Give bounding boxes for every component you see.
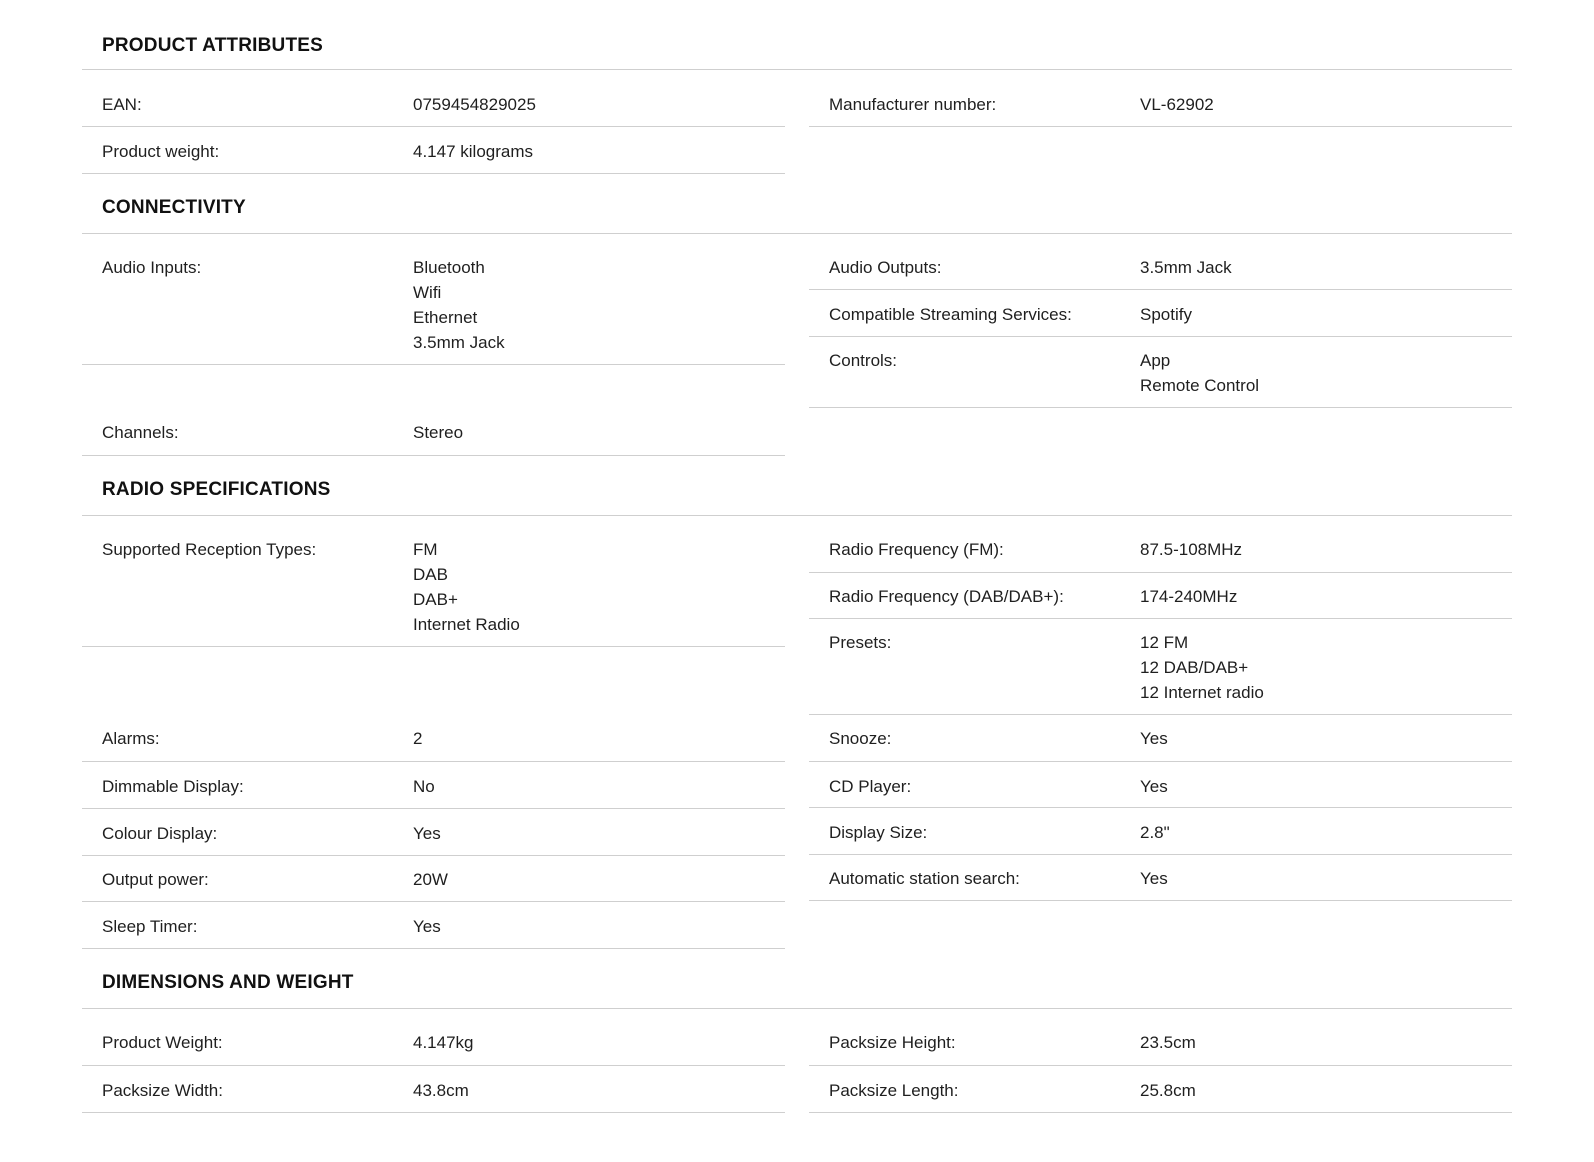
spec-label: Packsize Length: [829, 1081, 959, 1100]
section-heading-dimensions-and-weight [82, 949, 1512, 1009]
spec-label: Audio Inputs: [102, 258, 202, 277]
right-column [809, 1009, 1512, 1113]
spec-value: 174-240MHz [1140, 587, 1238, 606]
spec-value: Yes [413, 824, 441, 843]
spec-row-packsize-length [809, 1066, 1512, 1113]
spec-row-dimmable-display [82, 762, 785, 809]
spec-row-colour-display [82, 809, 785, 856]
spec-value: VL-62902 [1140, 95, 1214, 114]
section-heading-radio-specifications [82, 456, 1512, 516]
spec-row-product-weight-kg [82, 1009, 785, 1066]
spec-value: Spotify [1140, 305, 1192, 324]
spec-label: Output power: [102, 870, 209, 889]
spec-row-streaming-services [809, 290, 1512, 337]
spec-sheet [82, 0, 1512, 1113]
spec-value: FM DAB DAB+ Internet Radio [413, 540, 520, 634]
spec-value: App Remote Control [1140, 351, 1260, 395]
spec-value: Yes [413, 917, 441, 936]
right-column [809, 70, 1512, 174]
spec-row-reception-types [82, 516, 785, 647]
spec-label: Compatible Streaming Services: [829, 305, 1072, 324]
right-column [809, 234, 1512, 456]
spec-row-audio-inputs [82, 234, 785, 365]
section-title: RADIO SPECIFICATIONS [102, 479, 331, 500]
spec-value: Stereo [413, 423, 464, 442]
spec-value: 25.8cm [1140, 1081, 1196, 1100]
spec-value: 12 FM 12 DAB/DAB+ 12 Internet radio [1140, 633, 1264, 702]
section-title: PRODUCT ATTRIBUTES [102, 35, 324, 56]
spec-row-cd-player [809, 762, 1512, 808]
spec-label: Alarms: [102, 729, 160, 748]
spec-row-manufacturer-number [809, 70, 1512, 127]
right-column [809, 516, 1512, 949]
spec-row-channels [82, 365, 785, 456]
section-heading-connectivity [82, 174, 1512, 234]
spec-row-alarms [82, 647, 785, 762]
spec-value: 20W [413, 870, 448, 889]
spec-label: Sleep Timer: [102, 917, 198, 936]
spec-value: 2.8" [1140, 823, 1170, 842]
spec-row-packsize-height [809, 1009, 1512, 1066]
spec-row-packsize-width [82, 1066, 785, 1113]
spec-row-controls [809, 337, 1512, 408]
spec-label: Presets: [829, 633, 892, 652]
spec-label: Display Size: [829, 823, 928, 842]
spec-row-radio-frequency-dab [809, 573, 1512, 619]
spec-value: Yes [1140, 869, 1168, 888]
spec-value: 23.5cm [1140, 1033, 1196, 1052]
spec-value: Bluetooth Wifi Ethernet 3.5mm Jack [413, 258, 505, 352]
left-column [82, 234, 785, 456]
spec-value: 3.5mm Jack [1140, 258, 1232, 277]
spec-row-presets [809, 619, 1512, 715]
spec-row-automatic-station-search [809, 855, 1512, 901]
spec-row-snooze [809, 715, 1512, 762]
spec-value: 0759454829025 [413, 95, 536, 114]
section-title: CONNECTIVITY [102, 197, 246, 218]
left-column [82, 70, 785, 174]
spec-label: Product Weight: [102, 1033, 223, 1052]
spec-row-ean [82, 70, 785, 127]
spec-label: Manufacturer number: [829, 95, 997, 114]
spec-value: Yes [1140, 729, 1168, 748]
spec-label: EAN: [102, 95, 142, 114]
spec-value: 43.8cm [413, 1081, 469, 1100]
spec-value: 87.5-108MHz [1140, 540, 1243, 559]
section-body-radio-specifications [82, 516, 1512, 949]
spec-label: Product weight: [102, 142, 220, 161]
section-title: DIMENSIONS AND WEIGHT [102, 972, 354, 993]
spec-label: Channels: [102, 423, 179, 442]
spec-label: Radio Frequency (DAB/DAB+): [829, 587, 1064, 606]
section-body-product-attributes [82, 70, 1512, 174]
spec-label: Packsize Width: [102, 1081, 223, 1100]
spec-label: Controls: [829, 351, 898, 370]
spec-label: Snooze: [829, 729, 892, 748]
spec-label: Radio Frequency (FM): [829, 540, 1004, 559]
left-column [82, 1009, 785, 1113]
spec-row-output-power [82, 856, 785, 902]
spec-value: 4.147kg [413, 1033, 474, 1052]
spec-row-audio-outputs [809, 234, 1512, 290]
spec-label: Automatic station search: [829, 869, 1020, 888]
spec-value: 2 [413, 729, 423, 748]
spec-row-sleep-timer [82, 902, 785, 949]
section-heading-product-attributes [82, 0, 1512, 70]
section-body-connectivity [82, 234, 1512, 456]
spec-value: Yes [1140, 777, 1168, 796]
spec-label: Packsize Height: [829, 1033, 956, 1052]
section-body-dimensions-and-weight [82, 1009, 1512, 1113]
spec-row-product-weight [82, 127, 785, 174]
spec-label: Supported Reception Types: [102, 540, 317, 559]
spec-row-display-size [809, 808, 1512, 855]
spec-row-radio-frequency-fm [809, 516, 1512, 573]
spec-label: Dimmable Display: [102, 777, 244, 796]
spec-value: 4.147 kilograms [413, 142, 534, 161]
spec-value: No [413, 777, 435, 796]
spec-label: Colour Display: [102, 824, 218, 843]
spec-label: CD Player: [829, 777, 912, 796]
spec-label: Audio Outputs: [829, 258, 942, 277]
left-column [82, 516, 785, 949]
